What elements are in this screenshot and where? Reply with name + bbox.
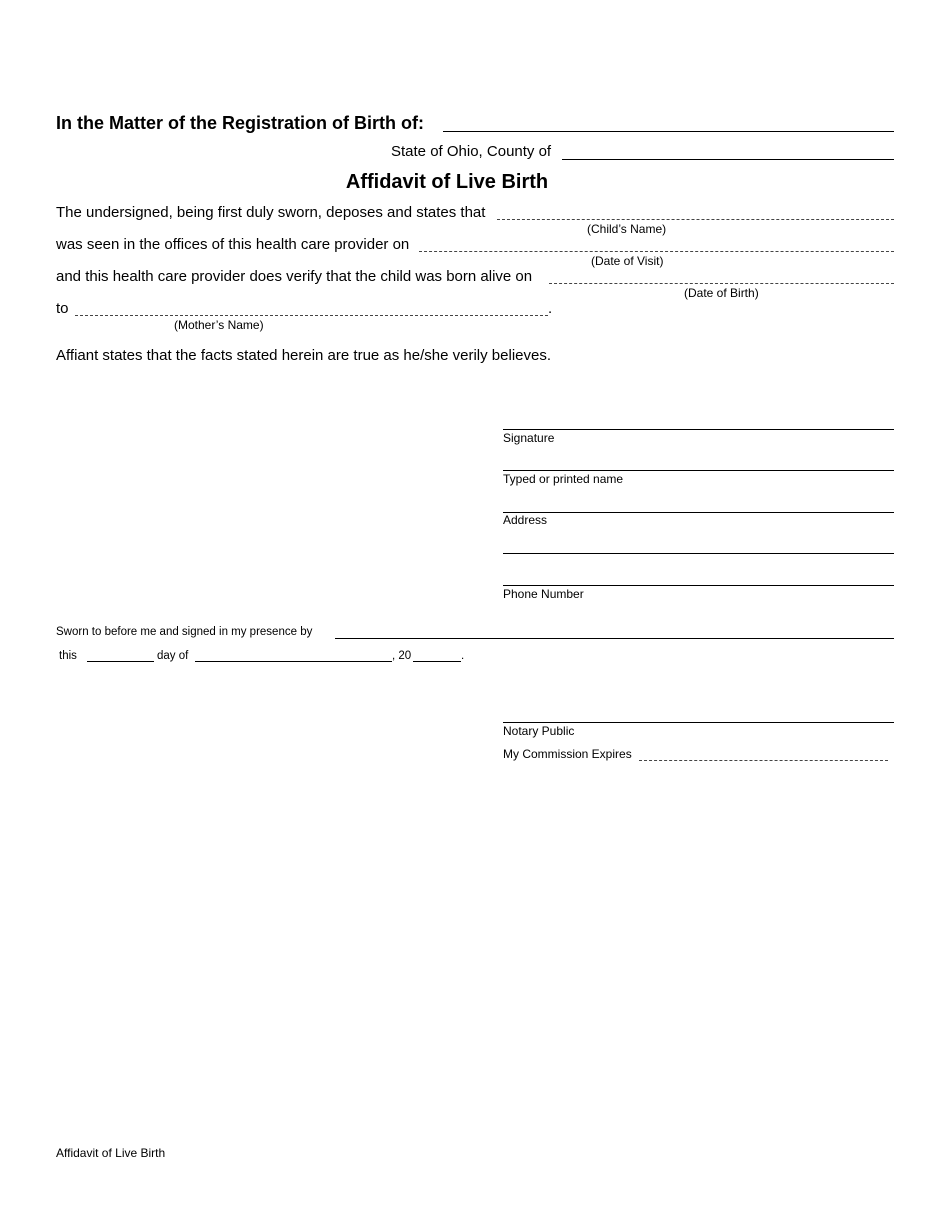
address-field[interactable] — [503, 512, 894, 513]
signature-field[interactable] — [503, 429, 894, 430]
this-label: this — [59, 650, 77, 662]
child-name-field[interactable] — [497, 219, 894, 220]
page-title — [0, 170, 894, 194]
footer-text: Affidavit of Live Birth — [56, 1146, 166, 1160]
phone-label: Phone Number — [503, 587, 584, 601]
commission-expires-field[interactable] — [639, 760, 888, 761]
affidavit-line-1: The undersigned, being first duly sworn, deposes and states that — [56, 204, 486, 221]
typed-name-field[interactable] — [503, 470, 894, 471]
date-of-birth-caption: (Date of Birth) — [684, 286, 759, 300]
mother-name-field[interactable] — [75, 315, 548, 316]
child-registration-name-field[interactable] — [443, 131, 894, 132]
address-label: Address — [503, 513, 548, 527]
date-of-visit-caption: (Date of Visit) — [591, 254, 664, 268]
sworn-by-field[interactable] — [335, 638, 894, 639]
date-of-birth-field[interactable] — [549, 283, 894, 284]
affidavit-line-2: was seen in the offices of this health care provider on — [56, 236, 410, 253]
to-label: to — [56, 300, 69, 317]
county-label: State of Ohio, County of — [391, 143, 552, 160]
address-line-2-field[interactable] — [503, 553, 894, 554]
commission-expires-label: My Commission Expires — [503, 747, 632, 761]
affidavit-line-3: and this health care provider does verify that the child was born alive on — [56, 268, 533, 285]
matter-label: In the Matter of the Registration of Birth of: — [56, 113, 424, 133]
page-title-text: Affidavit of Live Birth — [345, 171, 549, 193]
day-number-field[interactable] — [87, 661, 154, 662]
month-field[interactable] — [195, 661, 392, 662]
day-of-label: day of — [157, 650, 189, 662]
affirmation-text: Affiant states that the facts stated herein are true as he/she verily believes. — [56, 347, 551, 364]
year-prefix-label: , 20 — [392, 650, 412, 662]
typed-name-label: Typed or printed name — [503, 472, 624, 486]
signature-label: Signature — [503, 431, 555, 445]
mother-name-period: . — [548, 300, 553, 317]
county-field[interactable] — [562, 159, 894, 160]
year-field[interactable] — [413, 661, 461, 662]
date-of-visit-field[interactable] — [419, 251, 894, 252]
notary-public-label: Notary Public — [503, 724, 575, 738]
notary-signature-field[interactable] — [503, 722, 894, 723]
date-period: . — [461, 650, 465, 662]
mother-name-caption: (Mother’s Name) — [174, 318, 264, 332]
child-name-caption: (Child’s Name) — [587, 222, 667, 236]
sworn-label: Sworn to before me and signed in my presence by — [56, 626, 313, 638]
phone-field[interactable] — [503, 585, 894, 586]
